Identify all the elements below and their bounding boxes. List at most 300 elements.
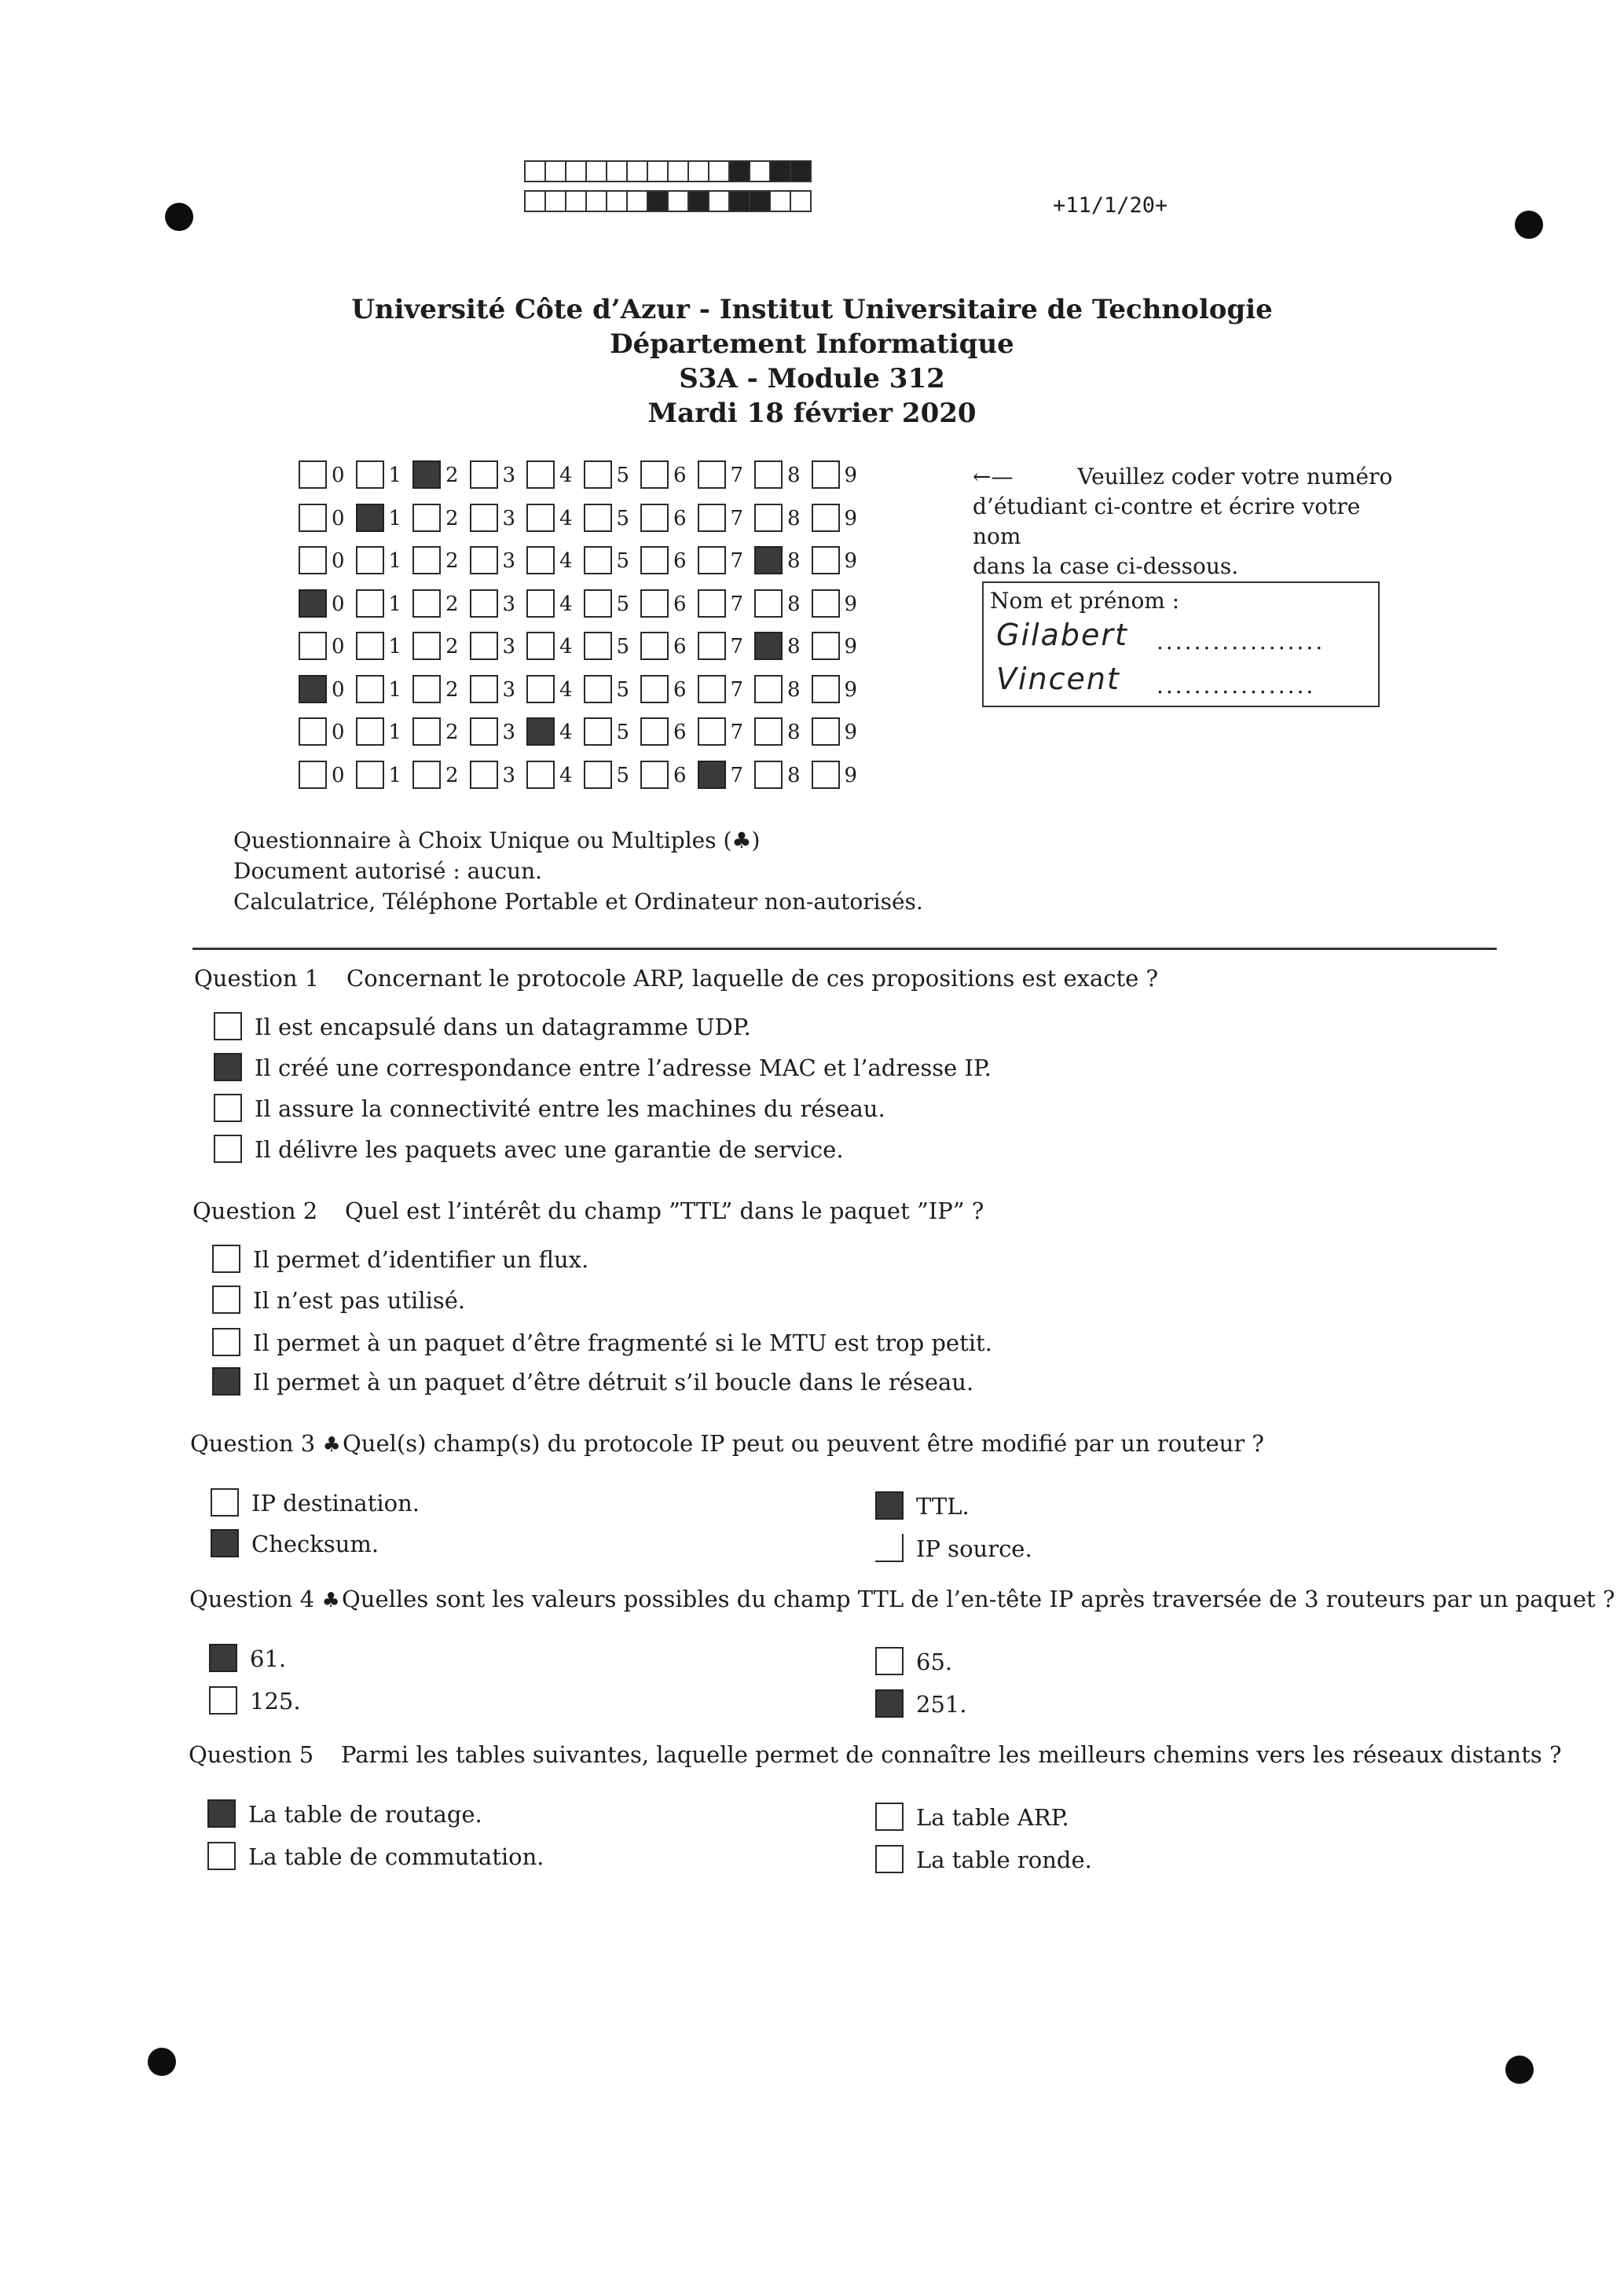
checkbox[interactable] [470, 460, 498, 489]
id-digit-option[interactable] [640, 460, 698, 492]
id-digit-row-4 [299, 589, 868, 624]
checkbox[interactable] [356, 761, 384, 789]
id-digit-label: 7 [730, 464, 744, 487]
id-instructions [973, 462, 1413, 581]
checkbox[interactable] [584, 460, 612, 489]
barcode-cell [585, 160, 607, 182]
checkbox[interactable] [584, 546, 612, 574]
id-digit-label: 8 [787, 677, 801, 702]
id-digit-option[interactable] [412, 717, 470, 749]
question-1-title [194, 965, 1158, 992]
id-digit-option[interactable] [299, 632, 356, 663]
checkbox[interactable] [526, 504, 555, 532]
id-digit-label: 1 [388, 549, 402, 573]
id-digit-option[interactable] [526, 546, 584, 578]
id-digit-option[interactable] [812, 632, 869, 663]
id-digit-option[interactable] [526, 632, 584, 663]
checkbox[interactable] [299, 460, 327, 489]
id-digit-label: 4 [559, 592, 573, 616]
checkbox[interactable] [356, 546, 384, 574]
id-digit-option[interactable] [299, 717, 356, 749]
id-digit-option[interactable] [299, 460, 356, 492]
barcode-cell [524, 160, 546, 182]
id-digit-label: 1 [388, 592, 402, 616]
id-digit-option[interactable] [754, 632, 812, 663]
checkbox[interactable] [412, 632, 441, 660]
checkbox[interactable] [584, 632, 612, 660]
checkbox-checked[interactable] [754, 632, 783, 660]
id-digit-option[interactable] [812, 504, 869, 535]
id-digit-option[interactable] [812, 675, 869, 706]
id-digit-option[interactable] [754, 546, 812, 578]
checkbox[interactable] [526, 546, 555, 574]
checkbox[interactable] [211, 1488, 239, 1517]
question-2-text: Quel est l’intérêt du champ ”TTL” dans le paquet ”IP” ? [345, 1198, 984, 1224]
checkbox-checked[interactable] [875, 1689, 904, 1718]
checkbox[interactable] [412, 589, 441, 618]
id-digit-label: 2 [445, 763, 459, 787]
id-digit-option[interactable] [356, 675, 413, 706]
id-digit-option[interactable] [584, 675, 641, 706]
id-digit-label: 7 [730, 549, 744, 573]
question-1-label: Question 1 [194, 965, 320, 992]
id-digit-option[interactable] [754, 460, 812, 492]
checkbox[interactable] [214, 1012, 242, 1040]
checkbox[interactable] [212, 1286, 240, 1314]
registration-mark-top-left [165, 203, 193, 231]
checkbox[interactable] [698, 546, 726, 574]
checkbox[interactable] [209, 1686, 237, 1715]
id-digit-label: 9 [844, 635, 858, 658]
id-digit-label: 8 [787, 763, 801, 787]
checkbox[interactable] [299, 504, 327, 532]
checkbox[interactable] [470, 632, 498, 660]
checkbox[interactable] [754, 460, 783, 489]
club-icon: ♣ [322, 1433, 341, 1457]
checkbox[interactable] [754, 761, 783, 789]
id-digit-label: 0 [332, 506, 345, 530]
checkbox[interactable] [698, 675, 726, 703]
id-digit-option[interactable] [526, 717, 584, 749]
checkbox-checked[interactable] [299, 589, 327, 618]
id-digit-label: 4 [559, 677, 573, 702]
id-digit-option[interactable] [640, 717, 698, 749]
barcode-cell [708, 160, 730, 182]
id-digit-option[interactable] [412, 546, 470, 578]
id-digit-option[interactable] [698, 589, 755, 621]
id-digit-label: 2 [445, 635, 459, 658]
id-digit-label: 5 [616, 549, 630, 573]
barcode-cell [667, 160, 689, 182]
id-digit-option[interactable] [470, 761, 527, 792]
checkbox[interactable] [812, 460, 840, 489]
checkbox[interactable] [356, 632, 384, 660]
id-digit-option[interactable] [812, 546, 869, 578]
checkbox[interactable] [412, 546, 441, 574]
checkbox[interactable] [526, 460, 555, 489]
checkbox[interactable] [356, 589, 384, 618]
barcode-cell [626, 190, 648, 212]
checkbox[interactable] [698, 589, 726, 618]
id-digit-option[interactable] [356, 504, 413, 535]
name-dots-line-1: .................. [1157, 629, 1325, 655]
checkbox[interactable] [299, 546, 327, 574]
id-digit-label: 4 [559, 635, 573, 658]
id-digit-label: 3 [502, 763, 516, 787]
id-digit-label: 2 [445, 721, 459, 744]
id-digit-label: 3 [502, 635, 516, 658]
checkbox[interactable] [212, 1328, 240, 1356]
id-digit-option[interactable] [526, 504, 584, 535]
id-digit-label: 2 [445, 506, 459, 530]
barcode-cell [647, 160, 669, 182]
id-digit-label: 1 [388, 506, 402, 530]
id-digit-option[interactable] [754, 717, 812, 749]
checkbox[interactable] [299, 717, 327, 746]
checkbox[interactable] [875, 1803, 904, 1831]
checkbox[interactable] [875, 1534, 904, 1562]
barcode-cell [769, 160, 791, 182]
id-digit-label: 7 [730, 506, 744, 530]
barcode-cell [565, 190, 587, 212]
barcode-cell [585, 190, 607, 212]
id-digit-option[interactable] [356, 717, 413, 749]
checkbox[interactable] [698, 632, 726, 660]
barcode-cell [565, 160, 587, 182]
id-digit-label: 5 [616, 721, 630, 744]
checkbox[interactable] [470, 675, 498, 703]
id-digit-option[interactable] [356, 460, 413, 492]
id-digit-option[interactable] [584, 546, 641, 578]
checkbox[interactable] [698, 460, 726, 489]
checkbox-checked[interactable] [207, 1799, 236, 1828]
id-digit-label: 1 [388, 721, 402, 744]
checkbox[interactable] [640, 546, 669, 574]
id-digit-label: 6 [673, 763, 687, 787]
checkbox[interactable] [640, 717, 669, 746]
id-digit-option[interactable] [754, 504, 812, 535]
handwritten-firstname: Vincent [996, 662, 1120, 696]
id-digit-label: 9 [844, 721, 858, 744]
name-box-label: Nom et prénom : [990, 588, 1180, 614]
checkbox-checked[interactable] [698, 761, 726, 789]
id-digit-option[interactable] [470, 589, 527, 621]
checkbox[interactable] [526, 589, 555, 618]
checkbox[interactable] [470, 717, 498, 746]
checkbox[interactable] [812, 504, 840, 532]
id-digit-option[interactable] [526, 589, 584, 621]
university-title: Université Côte d’Azur - Institut Universitaire de Technologie [351, 294, 1273, 325]
checkbox[interactable] [470, 589, 498, 618]
id-digit-label: 0 [332, 464, 345, 487]
id-digit-option[interactable] [698, 546, 755, 578]
checkbox[interactable] [470, 761, 498, 789]
question-3-text: Quel(s) champ(s) du protocole IP peut ou peuvent être modifié par un routeur ? [343, 1430, 1264, 1457]
id-digit-option[interactable] [412, 504, 470, 535]
checkbox[interactable] [584, 675, 612, 703]
checkbox[interactable] [698, 717, 726, 746]
id-digit-row-6 [299, 675, 868, 710]
exam-rules [233, 825, 923, 917]
checkbox-checked[interactable] [212, 1367, 240, 1396]
id-digit-option[interactable] [698, 761, 755, 792]
id-digit-option[interactable] [470, 504, 527, 535]
checkbox[interactable] [212, 1245, 240, 1273]
id-digit-option[interactable] [640, 632, 698, 663]
checkbox[interactable] [640, 675, 669, 703]
checkbox[interactable] [584, 589, 612, 618]
checkbox[interactable] [812, 632, 840, 660]
id-digit-label: 5 [616, 506, 630, 530]
checkbox[interactable] [526, 761, 555, 789]
checkbox[interactable] [640, 632, 669, 660]
id-digit-option[interactable] [356, 632, 413, 663]
id-digit-label: 3 [502, 464, 516, 487]
id-digit-option[interactable] [526, 675, 584, 706]
exam-rule-devices: Calculatrice, Téléphone Portable et Ordinateur non-autorisés. [233, 889, 923, 915]
id-digit-label: 8 [787, 592, 801, 616]
id-digit-label: 5 [616, 677, 630, 702]
id-digit-option[interactable] [470, 675, 527, 706]
checkbox-checked[interactable] [526, 717, 555, 746]
id-digit-option[interactable] [470, 717, 527, 749]
id-digit-option[interactable] [470, 460, 527, 492]
id-digit-label: 5 [616, 464, 630, 487]
id-digit-option[interactable] [698, 717, 755, 749]
checkbox[interactable] [640, 460, 669, 489]
barcode-cell [728, 190, 750, 212]
id-digit-label: 3 [502, 506, 516, 530]
checkbox[interactable] [470, 546, 498, 574]
id-digit-option[interactable] [299, 589, 356, 621]
id-digit-option[interactable] [412, 632, 470, 663]
checkbox[interactable] [412, 504, 441, 532]
id-digit-option[interactable] [754, 589, 812, 621]
id-digit-row-7 [299, 717, 868, 752]
id-digit-label: 3 [502, 721, 516, 744]
checkbox-checked[interactable] [356, 504, 384, 532]
checkbox[interactable] [640, 761, 669, 789]
checkbox[interactable] [214, 1094, 242, 1122]
name-dots-line-2: ................. [1157, 673, 1316, 699]
handwritten-surname: Gilabert [996, 618, 1128, 652]
question-4-title [189, 1586, 1615, 1612]
barcode-cell [524, 190, 546, 212]
id-digit-row-3 [299, 546, 868, 581]
id-digit-option[interactable] [356, 589, 413, 621]
checkbox[interactable] [584, 717, 612, 746]
checkbox[interactable] [412, 717, 441, 746]
name-box[interactable] [982, 581, 1380, 707]
id-digit-label: 9 [844, 763, 858, 787]
checkbox[interactable] [584, 761, 612, 789]
checkbox[interactable] [875, 1845, 904, 1873]
id-digit-option[interactable] [526, 460, 584, 492]
checkbox[interactable] [299, 761, 327, 789]
question-5-text: Parmi les tables suivantes, laquelle permet de connaître les meilleurs chemins vers les réseaux distants ? [341, 1741, 1562, 1768]
section-divider [192, 948, 1497, 950]
checkbox[interactable] [584, 504, 612, 532]
id-digit-option[interactable] [640, 761, 698, 792]
id-digit-option[interactable] [412, 589, 470, 621]
id-digit-option[interactable] [584, 632, 641, 663]
question-4-label: Question 4 [189, 1586, 315, 1612]
barcode-cell [606, 160, 628, 182]
registration-mark-bottom-right [1505, 2056, 1534, 2084]
barcode-cell [708, 190, 730, 212]
id-digit-row-2 [299, 504, 868, 538]
id-digit-option[interactable] [299, 504, 356, 535]
id-digit-option[interactable] [470, 632, 527, 663]
question-5-title [189, 1741, 1562, 1768]
id-digit-option[interactable] [812, 460, 869, 492]
id-digit-option[interactable] [526, 761, 584, 792]
id-digit-option[interactable] [412, 460, 470, 492]
question-4-text: Quelles sont les valeurs possibles du champ TTL de l’en-tête IP après traversée de 3 routeurs par un paquet ? [342, 1586, 1615, 1612]
checkbox[interactable] [207, 1842, 236, 1870]
id-digit-label: 4 [559, 464, 573, 487]
id-digit-label: 1 [388, 464, 402, 487]
id-digit-option[interactable] [299, 675, 356, 706]
id-digit-option[interactable] [412, 675, 470, 706]
checkbox[interactable] [812, 675, 840, 703]
id-digit-label: 6 [673, 464, 687, 487]
id-digit-option[interactable] [584, 589, 641, 621]
id-digit-option[interactable] [640, 546, 698, 578]
id-digit-option[interactable] [299, 546, 356, 578]
id-instruction-line-3: dans la case ci-dessous. [973, 553, 1239, 579]
id-digit-option[interactable] [412, 761, 470, 792]
checkbox-checked[interactable] [209, 1644, 237, 1672]
id-digit-option[interactable] [698, 460, 755, 492]
id-digit-option[interactable] [812, 761, 869, 792]
checkbox-checked[interactable] [412, 460, 441, 489]
id-digit-option[interactable] [640, 675, 698, 706]
id-digit-option[interactable] [698, 632, 755, 663]
checkbox[interactable] [356, 717, 384, 746]
id-digit-label: 2 [445, 677, 459, 702]
checkbox[interactable] [526, 632, 555, 660]
id-digit-label: 2 [445, 592, 459, 616]
id-digit-option[interactable] [470, 546, 527, 578]
id-digit-label: 8 [787, 635, 801, 658]
id-digit-label: 3 [502, 592, 516, 616]
id-digit-option[interactable] [698, 504, 755, 535]
checkbox[interactable] [754, 717, 783, 746]
checkbox[interactable] [875, 1647, 904, 1675]
id-instruction-line-2: d’étudiant ci-contre et écrire votre nom [973, 493, 1361, 549]
checkbox-checked[interactable] [875, 1491, 904, 1520]
id-digit-label: 7 [730, 677, 744, 702]
checkbox[interactable] [698, 504, 726, 532]
module-title: S3A - Module 312 [679, 363, 945, 394]
id-digit-label: 5 [616, 592, 630, 616]
checkbox[interactable] [412, 675, 441, 703]
checkbox-checked[interactable] [299, 675, 327, 703]
checkbox[interactable] [470, 504, 498, 532]
checkbox[interactable] [412, 761, 441, 789]
checkbox[interactable] [356, 460, 384, 489]
id-digit-label: 1 [388, 677, 402, 702]
checkbox-checked[interactable] [211, 1529, 239, 1557]
id-digit-label: 9 [844, 506, 858, 530]
id-digit-option[interactable] [356, 761, 413, 792]
checkbox[interactable] [754, 504, 783, 532]
id-digit-label: 5 [616, 635, 630, 658]
id-digit-label: 6 [673, 549, 687, 573]
barcode-cell [728, 160, 750, 182]
id-digit-label: 2 [445, 549, 459, 573]
barcode-cell [626, 160, 648, 182]
checkbox[interactable] [754, 589, 783, 618]
checkbox[interactable] [812, 546, 840, 574]
id-digit-option[interactable] [584, 460, 641, 492]
barcode-cell [687, 160, 709, 182]
barcode-cell [790, 190, 812, 212]
id-digit-option[interactable] [299, 761, 356, 792]
barcode-cell [749, 160, 771, 182]
id-digit-option[interactable] [584, 761, 641, 792]
id-digit-label: 3 [502, 549, 516, 573]
checkbox[interactable] [812, 589, 840, 618]
id-digit-label: 2 [445, 464, 459, 487]
checkbox[interactable] [299, 632, 327, 660]
checkbox-checked[interactable] [214, 1053, 242, 1081]
id-digit-label: 7 [730, 635, 744, 658]
id-digit-option[interactable] [812, 589, 869, 621]
checkbox[interactable] [214, 1135, 242, 1163]
registration-mark-bottom-left [148, 2048, 176, 2076]
id-digit-label: 4 [559, 721, 573, 744]
checkbox[interactable] [356, 675, 384, 703]
barcode-cell [647, 190, 669, 212]
id-digit-label: 6 [673, 721, 687, 744]
registration-mark-top-right [1515, 211, 1543, 239]
id-digit-option[interactable] [754, 761, 812, 792]
id-digit-label: 6 [673, 506, 687, 530]
id-digit-label: 6 [673, 635, 687, 658]
checkbox-checked[interactable] [754, 546, 783, 574]
id-digit-label: 0 [332, 721, 345, 744]
checkbox[interactable] [640, 504, 669, 532]
checkbox[interactable] [640, 589, 669, 618]
checkbox[interactable] [812, 717, 840, 746]
checkbox[interactable] [754, 675, 783, 703]
id-digit-option[interactable] [584, 504, 641, 535]
id-digit-option[interactable] [356, 546, 413, 578]
id-digit-label: 4 [559, 763, 573, 787]
id-digit-label: 0 [332, 763, 345, 787]
checkbox[interactable] [812, 761, 840, 789]
barcode-cell [769, 190, 791, 212]
id-digit-option[interactable] [584, 717, 641, 749]
id-digit-row-8 [299, 761, 868, 795]
id-digit-option[interactable] [640, 504, 698, 535]
id-digit-label: 9 [844, 592, 858, 616]
id-digit-option[interactable] [640, 589, 698, 621]
id-digit-option[interactable] [698, 675, 755, 706]
id-digit-label: 9 [844, 549, 858, 573]
id-digit-option[interactable] [812, 717, 869, 749]
id-digit-label: 8 [787, 549, 801, 573]
checkbox[interactable] [526, 675, 555, 703]
id-digit-label: 6 [673, 592, 687, 616]
barcode-cell [606, 190, 628, 212]
id-digit-label: 8 [787, 506, 801, 530]
id-digit-option[interactable] [754, 675, 812, 706]
barcode-cell [667, 190, 689, 212]
question-2-label: Question 2 [192, 1198, 318, 1224]
